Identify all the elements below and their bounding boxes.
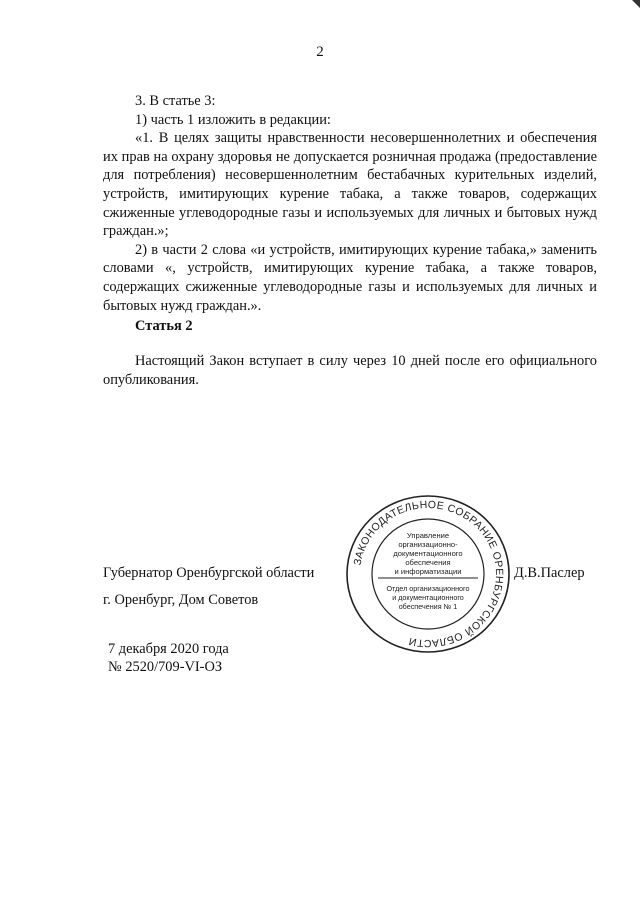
law-date: 7 декабря 2020 года bbox=[108, 641, 229, 657]
stamp-line-8: обеспечения № 1 bbox=[398, 602, 458, 611]
stamp-outer-text: ЗАКОНОДАТЕЛЬНОЕ СОБРАНИЕ ОРЕНБУРГСКОЙ ОБЛАСТИ bbox=[351, 498, 506, 650]
article-2-text: Настоящий Закон вступает в силу через 10 дней после его официального опубликования. bbox=[103, 353, 597, 388]
article-2-text-block bbox=[103, 352, 597, 389]
stamp-line-4: обеспечения bbox=[405, 558, 451, 567]
law-number: № 2520/709-VI-ОЗ bbox=[108, 659, 223, 675]
signatory-title: Губернатор Оренбургской области bbox=[103, 565, 315, 581]
stamp-line-6: Отдел организационного bbox=[386, 584, 470, 593]
page-number: 2 bbox=[316, 44, 324, 60]
item-2: 2) в части 2 слова «и устройств, имитирующих курение табака,» заменить словами «, устройств, имитирующих курение табака, а также товаров, содержащих сжиженные углеводородные газы и используемых для личных и бытовых нужд граждан.». bbox=[103, 241, 597, 314]
signing-place: г. Оренбург, Дом Советов bbox=[103, 592, 259, 608]
official-stamp bbox=[344, 494, 512, 654]
item-1: 1) часть 1 изложить в редакции: bbox=[135, 111, 331, 128]
section-3-intro: 3. В статье 3: bbox=[135, 93, 216, 109]
article-1-amendments bbox=[103, 92, 597, 315]
stamp-line-1: Управление bbox=[406, 531, 450, 540]
stamp-line-7: и документационного bbox=[392, 593, 464, 602]
article-2-heading: Статья 2 bbox=[135, 318, 193, 334]
signatory-name: Д.В.Паслер bbox=[514, 565, 585, 581]
stamp-line-2: организационно- bbox=[398, 540, 458, 549]
quoted-part-1: «1. В целях защиты нравственности несовершеннолетних и обеспечения их прав на охрану здоровья не допускается розничная продажа (предоставление для потребления) несовершеннолетним бестабачных курительных изделий, устройств, имитирующих курение табака, а также товаров, содержащих сжиженные углеводородные газы и используемых для личных и бытовых нужд граждан.»; bbox=[103, 130, 597, 240]
stamp-line-5: и информатизации bbox=[394, 567, 462, 576]
corner-mark bbox=[630, 0, 640, 10]
stamp-line-3: документационного bbox=[393, 549, 463, 558]
date-and-number bbox=[108, 640, 229, 676]
